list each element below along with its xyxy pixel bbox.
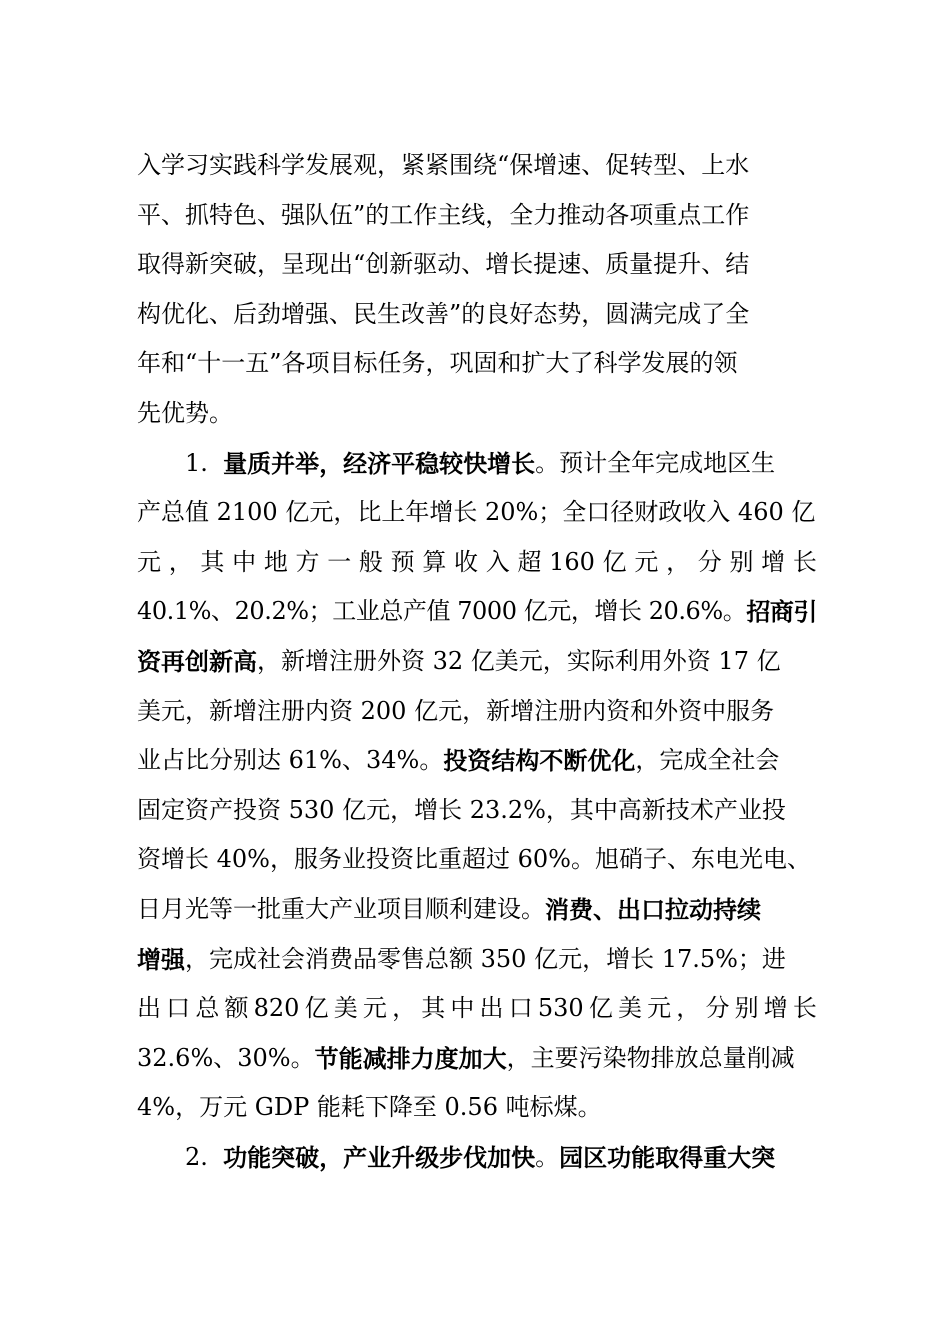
text-segment: ，主要污染物排放总量削减 bbox=[506, 1043, 795, 1072]
text-line bbox=[137, 687, 817, 737]
bold-text-segment: 园区功能取得重大突 bbox=[559, 1142, 776, 1172]
text-line bbox=[137, 637, 817, 687]
document-body bbox=[137, 141, 817, 1182]
text-line bbox=[137, 786, 817, 836]
text-segment: 。预计全年完成地区生 bbox=[535, 448, 776, 477]
text-segment: 日月光等一批重大产业项目顺利建设。 bbox=[137, 894, 545, 923]
text-line bbox=[137, 1034, 817, 1084]
text-line bbox=[137, 389, 817, 439]
text-line bbox=[137, 1133, 817, 1183]
text-segment: ， bbox=[392, 994, 417, 1023]
text-segment: 美 bbox=[617, 994, 642, 1023]
text-line bbox=[137, 191, 817, 241]
text-segment: 元 bbox=[647, 994, 672, 1023]
text-segment: 额 bbox=[224, 994, 249, 1023]
text-segment: 产总值 2100 亿元，比上年增长 20%；全口径财政收入 460 亿 bbox=[137, 498, 816, 527]
text-line bbox=[137, 488, 817, 538]
text-segment: ， bbox=[666, 547, 691, 576]
text-segment: 取得新突破，呈现出“创新驱动、增长提速、质量提升、结 bbox=[137, 250, 750, 279]
text-segment: 亿 bbox=[588, 994, 613, 1023]
text-segment: 。 bbox=[535, 1142, 560, 1171]
text-segment: 构优化、后劲增强、民生改善”的良好态势，圆满完成了全 bbox=[137, 299, 750, 328]
bold-text-segment: 招商引 bbox=[746, 597, 817, 627]
text-line bbox=[137, 538, 817, 588]
text-segment: 820 bbox=[253, 994, 300, 1023]
text-line bbox=[137, 587, 817, 637]
text-segment: 先优势。 bbox=[137, 398, 233, 427]
text-segment: 收 bbox=[454, 547, 479, 576]
text-segment: 美元，新增注册内资 200 亿元，新增注册内资和外资中服务 bbox=[137, 696, 775, 725]
bold-text-segment: 资再创新高 bbox=[137, 646, 257, 676]
text-segment: 般 bbox=[358, 547, 383, 576]
bold-text-segment: 量质并举，经济平稳较快增长 bbox=[223, 448, 536, 478]
text-segment: 40.1%、20.2%；工业总产值 7000 亿元，增长 20.6%。 bbox=[137, 597, 747, 626]
text-segment: 增 bbox=[763, 994, 788, 1023]
text-segment: 分 bbox=[705, 994, 730, 1023]
text-line bbox=[137, 141, 817, 191]
text-line bbox=[137, 339, 817, 389]
text-segment: ， bbox=[168, 547, 193, 576]
bold-text-segment: 功能突破，产业升级步伐加快 bbox=[223, 1142, 536, 1172]
text-line bbox=[137, 885, 817, 935]
text-segment: 元 bbox=[634, 547, 659, 576]
text-segment: 业占比分别达 61%、34%。 bbox=[137, 746, 444, 775]
text-segment: 入学习实践科学发展观，紧紧围绕“保增速、促转型、上水 bbox=[137, 151, 750, 179]
bold-text-segment: 节能减排力度加大 bbox=[314, 1043, 507, 1073]
text-line bbox=[137, 1083, 817, 1133]
text-segment: 增 bbox=[761, 547, 786, 576]
text-segment: 分 bbox=[697, 547, 722, 576]
bold-text-segment: 消费、出口拉动持续 bbox=[545, 894, 761, 924]
text-line bbox=[137, 240, 817, 290]
text-segment: 元 bbox=[137, 547, 161, 576]
text-segment: 年和“十一五”各项目标任务，巩固和扩大了科学发展的领 bbox=[137, 349, 738, 378]
text-segment: 出 bbox=[137, 994, 161, 1023]
text-segment: 元 bbox=[362, 994, 387, 1023]
text-segment: 其 bbox=[421, 994, 446, 1023]
text-segment: 口 bbox=[166, 994, 191, 1023]
text-segment: 长 bbox=[792, 547, 817, 576]
text-segment: 160 bbox=[549, 547, 595, 576]
text-segment: 530 bbox=[537, 994, 584, 1023]
text-segment: 入 bbox=[485, 547, 510, 576]
text-segment: 别 bbox=[729, 547, 754, 576]
text-segment: 口 bbox=[508, 994, 533, 1023]
text-line bbox=[137, 984, 817, 1034]
text-line bbox=[137, 439, 817, 489]
text-segment: 美 bbox=[333, 994, 358, 1023]
text-segment: ，新增注册外资 32 亿美元，实际利用外资 17 亿 bbox=[257, 646, 781, 675]
text-segment: 预 bbox=[390, 547, 415, 576]
bold-text-segment: 投资结构不断优化 bbox=[443, 746, 636, 776]
text-segment: 亿 bbox=[304, 994, 329, 1023]
text-segment: 2. bbox=[185, 1142, 224, 1171]
text-segment: 超 bbox=[517, 547, 542, 576]
text-segment: 一 bbox=[327, 547, 352, 576]
text-segment: 方 bbox=[295, 547, 320, 576]
text-segment: 平、抓特色、强队伍”的工作主线，全力推动各项重点工作 bbox=[137, 200, 750, 229]
text-segment: 1. bbox=[185, 448, 224, 477]
text-segment: 出 bbox=[479, 994, 504, 1023]
text-segment: 中 bbox=[450, 994, 475, 1023]
text-segment: 中 bbox=[232, 547, 257, 576]
text-segment: 32.6%、30%。 bbox=[137, 1043, 315, 1072]
text-segment: 其 bbox=[200, 547, 225, 576]
text-segment: 资增长 40%，服务业投资比重超过 60%。旭硝子、东电光电、 bbox=[137, 845, 811, 874]
text-segment: 固定资产投资 530 亿元，增长 23.2%，其中高新技术产业投 bbox=[137, 795, 786, 824]
text-line bbox=[137, 935, 817, 985]
text-line bbox=[137, 736, 817, 786]
bold-text-segment: 增强 bbox=[137, 944, 185, 974]
text-segment: 亿 bbox=[602, 547, 627, 576]
text-segment: 别 bbox=[734, 994, 759, 1023]
text-line bbox=[137, 290, 817, 340]
text-segment: 总 bbox=[195, 994, 220, 1023]
text-segment: 4%，万元 GDP 能耗下降至 0.56 吨标煤。 bbox=[137, 1093, 602, 1122]
text-segment: 长 bbox=[792, 994, 817, 1023]
text-line bbox=[137, 835, 817, 885]
text-segment: ，完成全社会 bbox=[635, 746, 780, 775]
text-segment: 地 bbox=[263, 547, 288, 576]
text-segment: 算 bbox=[422, 547, 447, 576]
text-segment: ， bbox=[676, 994, 701, 1023]
text-segment: ，完成社会消费品零售总额 350 亿元，增长 17.5%；进 bbox=[185, 944, 786, 973]
